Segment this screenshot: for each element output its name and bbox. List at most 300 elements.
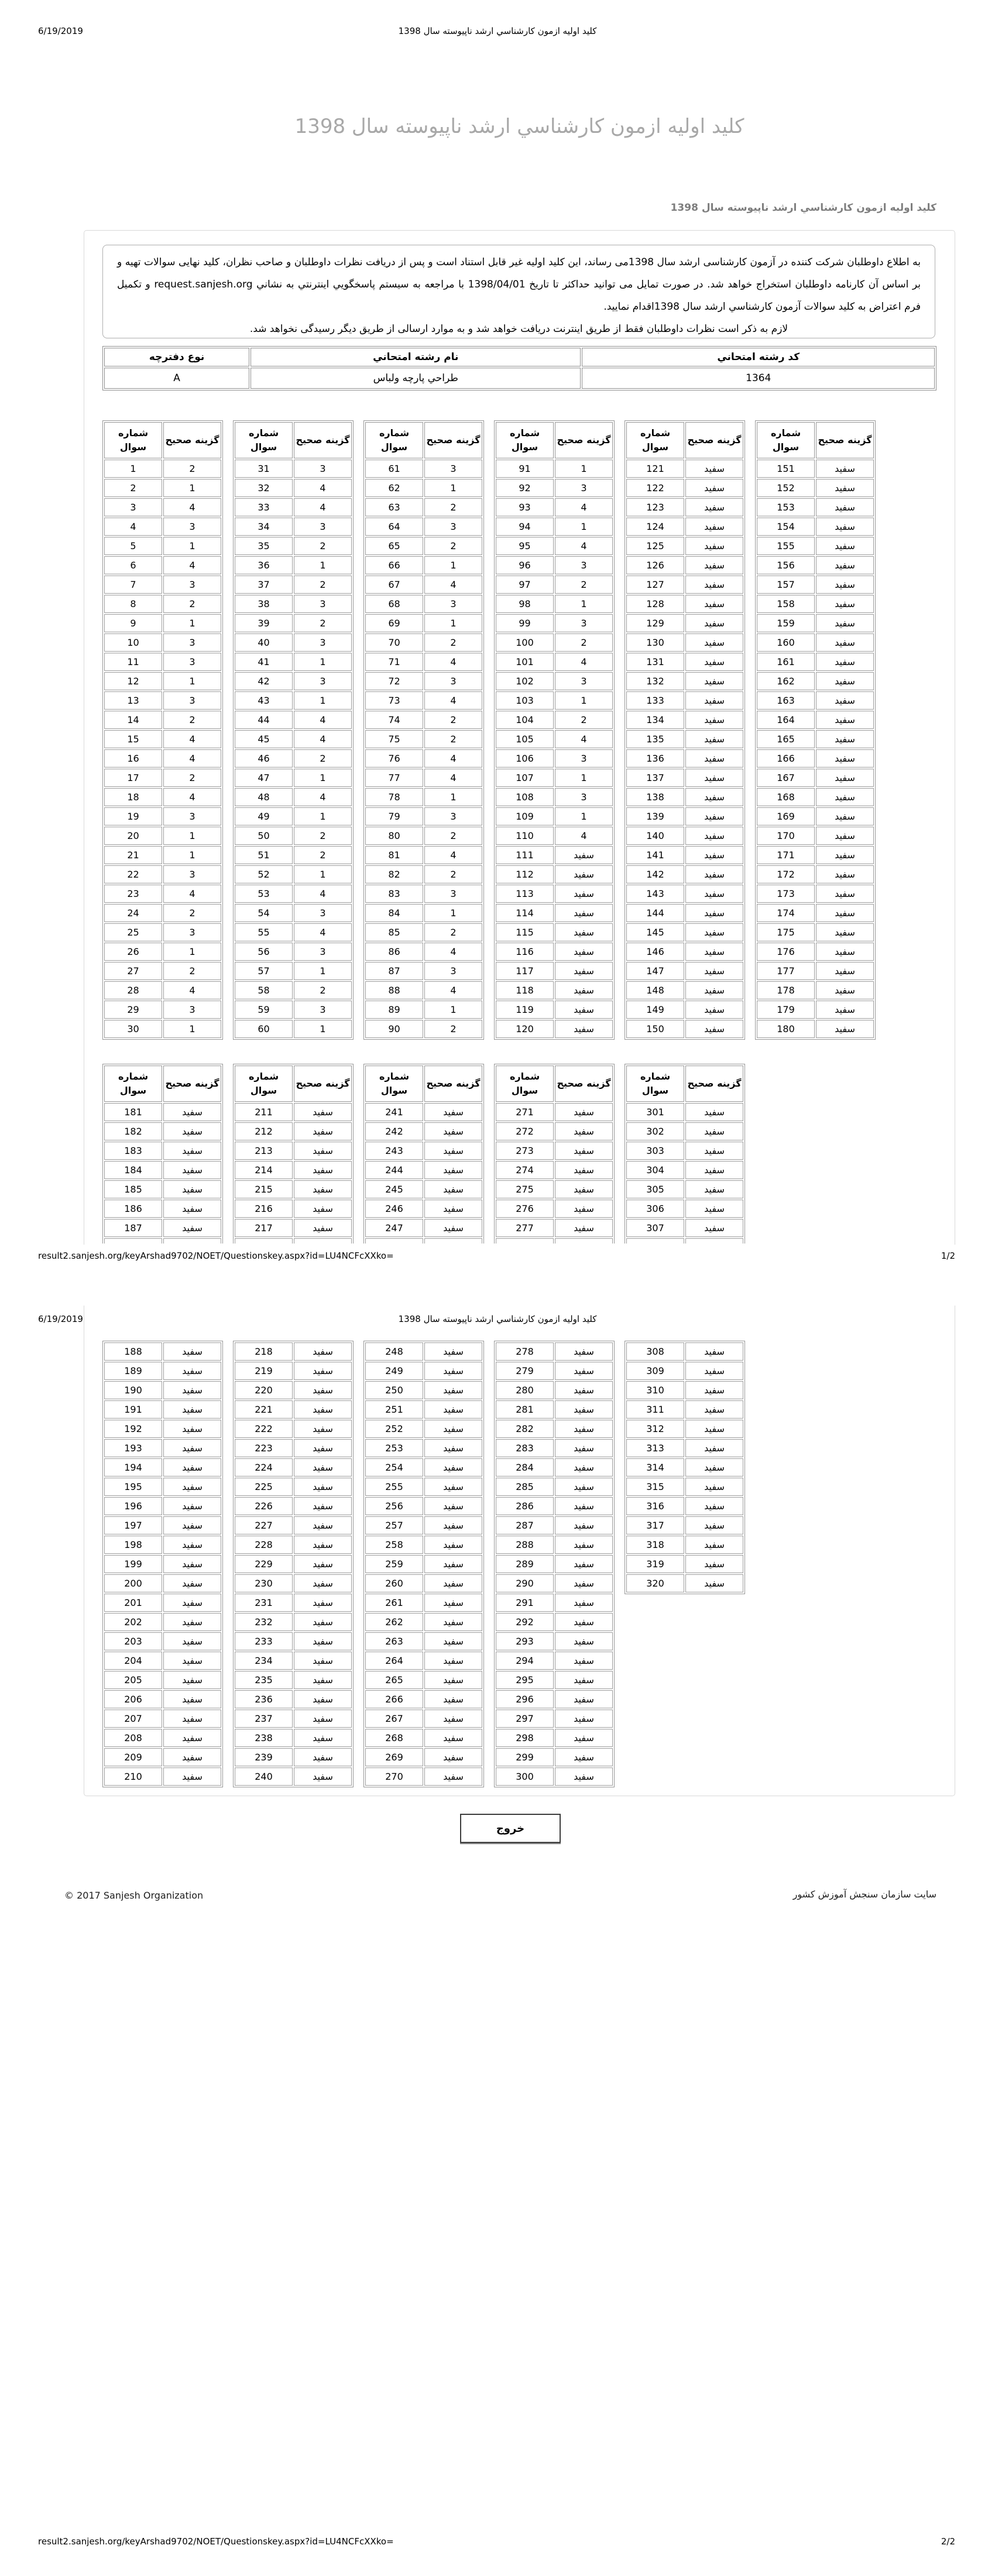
- question-number-cell: 132: [626, 672, 684, 690]
- answer-row: [496, 1729, 613, 1747]
- question-number-cell: 261: [365, 1594, 423, 1612]
- answer-key-grid: [363, 1064, 484, 1244]
- correct-option-cell: سفید: [294, 1439, 352, 1457]
- correct-option-cell: سفید: [424, 1767, 482, 1786]
- correct-option-cell: 1: [163, 614, 221, 632]
- answer-row: [235, 1594, 352, 1612]
- question-number-cell: 225: [235, 1478, 293, 1496]
- question-number-cell: 259: [365, 1555, 423, 1573]
- correct-option-cell: سفید: [816, 614, 874, 632]
- answer-row: [235, 1710, 352, 1728]
- question-number-cell: 227: [235, 1516, 293, 1534]
- correct-option-cell: سفید: [816, 498, 874, 516]
- correct-option-cell: 2: [294, 614, 352, 632]
- question-number-cell: 253: [365, 1439, 423, 1457]
- correct-option-cell: 4: [555, 498, 613, 516]
- correct-option-cell: 3: [294, 672, 352, 690]
- answer-row: [104, 1497, 221, 1515]
- answer-row: [104, 1594, 221, 1612]
- answer-row: [757, 981, 874, 999]
- question-number-cell: 164: [757, 711, 815, 729]
- correct-option-cell: سفید: [294, 1767, 352, 1786]
- question-number-cell: 38: [235, 595, 293, 613]
- question-number-header: شماره سوال: [104, 422, 162, 458]
- answer-row: [757, 518, 874, 536]
- correct-option-cell: 3: [555, 788, 613, 806]
- correct-option-cell: سفید: [555, 1200, 613, 1218]
- question-number-cell: 126: [626, 556, 684, 574]
- answer-key-grid: [363, 1341, 484, 1787]
- question-number-cell: 319: [626, 1555, 684, 1573]
- correct-option-cell: سفید: [294, 1652, 352, 1670]
- correct-option-cell: 4: [424, 769, 482, 787]
- question-number-cell: 314: [626, 1458, 684, 1477]
- correct-option-cell: سفید: [163, 1632, 221, 1650]
- question-number-cell: 87: [365, 962, 423, 980]
- correct-option-cell: 3: [555, 749, 613, 768]
- correct-option-header: گزینه صحیح: [294, 1066, 352, 1102]
- correct-option-cell: سفید: [685, 846, 743, 864]
- correct-option-cell: 1: [163, 537, 221, 555]
- question-number-cell: 166: [757, 749, 815, 768]
- answer-row: [365, 595, 482, 613]
- answer-table-151-180: [755, 420, 877, 1040]
- question-number-cell: 192: [104, 1420, 162, 1438]
- clipped-row-fragment: [235, 1238, 352, 1244]
- question-number-cell: 80: [365, 827, 423, 845]
- answer-row: [365, 1555, 482, 1573]
- answer-row: [365, 479, 482, 497]
- correct-option-cell: سفید: [555, 943, 613, 961]
- correct-option-cell: سفید: [424, 1161, 482, 1179]
- answer-row: [626, 1555, 743, 1573]
- answer-table-248-270: [363, 1341, 485, 1787]
- clipped-cell: [685, 1238, 743, 1244]
- correct-option-cell: 1: [163, 479, 221, 497]
- answer-row: [365, 943, 482, 961]
- correct-option-cell: سفید: [424, 1536, 482, 1554]
- answer-row: [626, 904, 743, 922]
- correct-option-cell: سفید: [816, 885, 874, 903]
- question-number-header: شماره سوال: [496, 422, 554, 458]
- answer-row: [104, 1122, 221, 1140]
- correct-option-cell: سفید: [685, 788, 743, 806]
- answer-row: [365, 730, 482, 748]
- correct-option-cell: 2: [294, 981, 352, 999]
- answer-table-308-320: [625, 1341, 746, 1594]
- correct-option-cell: 3: [163, 923, 221, 941]
- answer-row: [235, 1652, 352, 1670]
- answer-row: [365, 691, 482, 710]
- answer-row: [757, 846, 874, 864]
- correct-option-cell: سفید: [555, 1458, 613, 1477]
- answer-row: [496, 1142, 613, 1160]
- question-number-cell: 144: [626, 904, 684, 922]
- answer-row: [626, 1219, 743, 1237]
- question-number-cell: 178: [757, 981, 815, 999]
- correct-option-cell: 2: [424, 537, 482, 555]
- answer-row: [104, 633, 221, 652]
- question-number-header: شماره سوال: [104, 1066, 162, 1102]
- answer-key-grid: [625, 1341, 745, 1594]
- question-number-cell: 31: [235, 460, 293, 478]
- question-number-cell: 71: [365, 653, 423, 671]
- answer-row: [626, 1020, 743, 1038]
- question-number-cell: 268: [365, 1729, 423, 1747]
- question-number-cell: 264: [365, 1652, 423, 1670]
- answer-row: [496, 1690, 613, 1708]
- answer-row: [496, 1613, 613, 1631]
- question-number-cell: 40: [235, 633, 293, 652]
- question-number-cell: 290: [496, 1574, 554, 1592]
- answer-row: [496, 633, 613, 652]
- correct-option-cell: 2: [424, 633, 482, 652]
- question-number-cell: 159: [757, 614, 815, 632]
- question-number-cell: 54: [235, 904, 293, 922]
- answer-row: [626, 749, 743, 768]
- question-number-cell: 191: [104, 1400, 162, 1419]
- answer-row: [757, 749, 874, 768]
- question-number-cell: 298: [496, 1729, 554, 1747]
- correct-option-cell: سفید: [555, 1219, 613, 1237]
- question-number-cell: 202: [104, 1613, 162, 1631]
- answer-row: [365, 1767, 482, 1786]
- correct-option-cell: سفید: [424, 1200, 482, 1218]
- answer-row: [235, 1767, 352, 1786]
- answer-row: [626, 498, 743, 516]
- correct-option-cell: 2: [294, 537, 352, 555]
- exam-code-header: کد رشته امتحاني: [582, 348, 935, 366]
- sanjesh-site-link[interactable]: سایت سازمان سنجش آموزش کشور: [792, 1889, 936, 1900]
- question-number-cell: 13: [104, 691, 162, 710]
- answer-row: [235, 943, 352, 961]
- question-number-cell: 138: [626, 788, 684, 806]
- answer-key-grid: [233, 1341, 354, 1787]
- question-number-cell: 230: [235, 1574, 293, 1592]
- answer-table-278-300: [494, 1341, 616, 1787]
- answer-row: [757, 479, 874, 497]
- correct-option-cell: سفید: [685, 1180, 743, 1198]
- answer-row: [365, 981, 482, 999]
- correct-option-cell: سفید: [555, 1142, 613, 1160]
- question-number-cell: 211: [235, 1103, 293, 1121]
- correct-option-cell: سفید: [163, 1400, 221, 1419]
- answer-row: [104, 1161, 221, 1179]
- question-number-cell: 9: [104, 614, 162, 632]
- correct-option-cell: سفید: [163, 1103, 221, 1121]
- answer-row: [496, 962, 613, 980]
- answer-row: [235, 865, 352, 883]
- correct-option-cell: سفید: [294, 1729, 352, 1747]
- question-number-cell: 79: [365, 807, 423, 825]
- correct-option-cell: سفید: [294, 1103, 352, 1121]
- correct-option-cell: سفید: [555, 1710, 613, 1728]
- question-number-cell: 139: [626, 807, 684, 825]
- correct-option-cell: سفید: [294, 1362, 352, 1380]
- question-number-cell: 214: [235, 1161, 293, 1179]
- question-number-cell: 109: [496, 807, 554, 825]
- question-number-cell: 50: [235, 827, 293, 845]
- answer-row: [496, 1748, 613, 1766]
- question-number-cell: 145: [626, 923, 684, 941]
- answer-row: [626, 576, 743, 594]
- correct-option-cell: سفید: [685, 807, 743, 825]
- question-number-cell: 113: [496, 885, 554, 903]
- answer-row: [365, 1574, 482, 1592]
- exit-button[interactable]: خروج: [460, 1814, 561, 1843]
- answer-row: [104, 827, 221, 845]
- answer-table-31-60: [233, 420, 355, 1040]
- correct-option-cell: سفید: [685, 556, 743, 574]
- answer-row: [496, 807, 613, 825]
- answer-key-grid: [233, 420, 354, 1040]
- answer-row: [235, 1671, 352, 1689]
- question-number-cell: 51: [235, 846, 293, 864]
- answer-row: [365, 460, 482, 478]
- correct-option-cell: سفید: [685, 730, 743, 748]
- question-number-cell: 7: [104, 576, 162, 594]
- correct-option-cell: سفید: [555, 1478, 613, 1496]
- section-title: کلید اولیه ازمون کارشناسي ارشد ناپیوسته سال 1398: [670, 202, 936, 214]
- question-number-cell: 237: [235, 1710, 293, 1728]
- correct-option-cell: 3: [294, 460, 352, 478]
- answer-row: [626, 923, 743, 941]
- correct-option-cell: سفید: [685, 1142, 743, 1160]
- answer-row: [104, 943, 221, 961]
- answer-row: [365, 556, 482, 574]
- answer-row: [104, 1342, 221, 1361]
- correct-option-cell: 1: [424, 904, 482, 922]
- question-number-cell: 208: [104, 1729, 162, 1747]
- question-number-cell: 135: [626, 730, 684, 748]
- question-number-cell: 173: [757, 885, 815, 903]
- correct-option-cell: سفید: [424, 1710, 482, 1728]
- answer-row: [496, 943, 613, 961]
- correct-option-cell: سفید: [685, 1362, 743, 1380]
- correct-option-cell: سفید: [685, 749, 743, 768]
- correct-option-cell: 3: [294, 518, 352, 536]
- answer-row: [626, 1458, 743, 1477]
- answer-row: [365, 1516, 482, 1534]
- answer-row: [235, 1142, 352, 1160]
- question-number-cell: 299: [496, 1748, 554, 1766]
- question-number-cell: 106: [496, 749, 554, 768]
- correct-option-cell: سفید: [424, 1478, 482, 1496]
- correct-option-cell: سفید: [685, 1103, 743, 1121]
- question-number-cell: 302: [626, 1122, 684, 1140]
- answer-row: [496, 460, 613, 478]
- correct-option-cell: 4: [555, 537, 613, 555]
- answer-row: [104, 576, 221, 594]
- question-number-cell: 280: [496, 1381, 554, 1399]
- question-number-cell: 305: [626, 1180, 684, 1198]
- answer-table-91-120: [494, 420, 616, 1040]
- correct-option-cell: سفید: [294, 1632, 352, 1650]
- question-number-cell: 307: [626, 1219, 684, 1237]
- question-number-cell: 189: [104, 1362, 162, 1380]
- correct-option-cell: سفید: [424, 1497, 482, 1515]
- question-number-cell: 269: [365, 1748, 423, 1766]
- question-number-cell: 74: [365, 711, 423, 729]
- correct-option-cell: سفید: [555, 1613, 613, 1631]
- correct-option-cell: سفید: [555, 1690, 613, 1708]
- answer-row: [496, 1001, 613, 1019]
- answer-row: [104, 1536, 221, 1554]
- answer-row: [104, 1142, 221, 1160]
- correct-option-cell: سفید: [424, 1362, 482, 1380]
- correct-option-cell: 4: [163, 788, 221, 806]
- answer-row: [757, 595, 874, 613]
- answer-row: [365, 711, 482, 729]
- question-number-cell: 241: [365, 1103, 423, 1121]
- correct-option-cell: 2: [424, 711, 482, 729]
- correct-option-cell: 3: [424, 962, 482, 980]
- correct-option-cell: سفید: [555, 1516, 613, 1534]
- answer-row: [235, 479, 352, 497]
- answer-row: [104, 1381, 221, 1399]
- question-number-cell: 247: [365, 1219, 423, 1237]
- question-number-cell: 289: [496, 1555, 554, 1573]
- question-number-cell: 270: [365, 1767, 423, 1786]
- question-number-cell: 291: [496, 1594, 554, 1612]
- correct-option-cell: 1: [294, 807, 352, 825]
- answer-key-grid: [755, 420, 876, 1040]
- answer-row: [235, 556, 352, 574]
- correct-option-cell: 4: [163, 981, 221, 999]
- answer-row: [496, 885, 613, 903]
- question-number-cell: 158: [757, 595, 815, 613]
- answer-row: [235, 730, 352, 748]
- question-number-cell: 65: [365, 537, 423, 555]
- question-number-cell: 180: [757, 1020, 815, 1038]
- correct-option-cell: 1: [424, 479, 482, 497]
- question-number-cell: 23: [104, 885, 162, 903]
- question-number-cell: 98: [496, 595, 554, 613]
- correct-option-cell: سفید: [816, 846, 874, 864]
- correct-option-cell: 3: [555, 614, 613, 632]
- question-number-cell: 296: [496, 1690, 554, 1708]
- correct-option-cell: سفید: [685, 981, 743, 999]
- answer-row: [365, 1420, 482, 1438]
- answer-row: [104, 1439, 221, 1457]
- correct-option-header: گزینه صحیح: [163, 422, 221, 458]
- answer-row: [365, 1400, 482, 1419]
- correct-option-cell: 2: [163, 595, 221, 613]
- question-number-cell: 70: [365, 633, 423, 652]
- question-number-cell: 20: [104, 827, 162, 845]
- answer-row: [626, 1122, 743, 1140]
- answer-row: [235, 1536, 352, 1554]
- answer-row: [235, 1574, 352, 1592]
- question-number-cell: 136: [626, 749, 684, 768]
- question-number-cell: 155: [757, 537, 815, 555]
- answer-row: [365, 749, 482, 768]
- answer-row: [626, 1381, 743, 1399]
- answer-row: [365, 653, 482, 671]
- question-number-cell: 308: [626, 1342, 684, 1361]
- answer-row: [365, 1200, 482, 1218]
- question-number-cell: 316: [626, 1497, 684, 1515]
- question-number-cell: 119: [496, 1001, 554, 1019]
- correct-option-header: گزینه صحیح: [424, 1066, 482, 1102]
- question-number-cell: 275: [496, 1180, 554, 1198]
- answer-table-121-150: [625, 420, 746, 1040]
- correct-option-cell: سفید: [816, 1001, 874, 1019]
- answer-row: [626, 1536, 743, 1554]
- answer-row: [496, 1536, 613, 1554]
- answer-row: [104, 1710, 221, 1728]
- correct-option-cell: سفید: [424, 1671, 482, 1689]
- question-number-cell: 116: [496, 943, 554, 961]
- answer-row: [626, 1439, 743, 1457]
- clipped-cell: [235, 1238, 293, 1244]
- correct-option-cell: سفید: [816, 711, 874, 729]
- answer-row: [496, 1219, 613, 1237]
- question-number-cell: 118: [496, 981, 554, 999]
- answer-row: [235, 1342, 352, 1361]
- correct-option-cell: سفید: [294, 1180, 352, 1198]
- question-number-cell: 197: [104, 1516, 162, 1534]
- answer-row: [496, 904, 613, 922]
- question-number-cell: 129: [626, 614, 684, 632]
- correct-option-cell: 3: [163, 576, 221, 594]
- question-number-cell: 110: [496, 827, 554, 845]
- correct-option-cell: سفید: [555, 1497, 613, 1515]
- correct-option-cell: 1: [294, 653, 352, 671]
- correct-option-cell: 4: [424, 691, 482, 710]
- correct-option-cell: 3: [294, 595, 352, 613]
- question-number-cell: 146: [626, 943, 684, 961]
- answer-row: [235, 672, 352, 690]
- question-number-cell: 94: [496, 518, 554, 536]
- clipped-row-fragment: [104, 1238, 221, 1244]
- question-number-cell: 3: [104, 498, 162, 516]
- correct-option-cell: 1: [163, 846, 221, 864]
- question-number-cell: 254: [365, 1458, 423, 1477]
- question-number-cell: 219: [235, 1362, 293, 1380]
- answer-row: [365, 846, 482, 864]
- answer-key-grid: [494, 420, 615, 1040]
- question-number-cell: 46: [235, 749, 293, 768]
- correct-option-cell: سفید: [555, 923, 613, 941]
- correct-option-header: گزینه صحیح: [555, 1066, 613, 1102]
- question-number-cell: 306: [626, 1200, 684, 1218]
- answer-row: [104, 749, 221, 768]
- answer-row: [104, 614, 221, 632]
- correct-option-cell: سفید: [555, 1420, 613, 1438]
- answer-row: [104, 672, 221, 690]
- correct-option-cell: 3: [163, 807, 221, 825]
- correct-option-cell: سفید: [816, 479, 874, 497]
- question-number-cell: 150: [626, 1020, 684, 1038]
- answer-row: [496, 1180, 613, 1198]
- question-number-cell: 313: [626, 1439, 684, 1457]
- answer-row: [235, 923, 352, 941]
- answer-row: [365, 1497, 482, 1515]
- correct-option-cell: سفید: [163, 1122, 221, 1140]
- answer-row: [365, 1729, 482, 1747]
- question-number-header: شماره سوال: [757, 422, 815, 458]
- answer-key-grid: [233, 1064, 354, 1244]
- answer-row: [496, 1122, 613, 1140]
- answer-row: [365, 1103, 482, 1121]
- question-number-cell: 320: [626, 1574, 684, 1592]
- exam-info-value-row: [104, 368, 935, 389]
- question-number-cell: 68: [365, 595, 423, 613]
- answer-row: [235, 595, 352, 613]
- answer-row: [496, 1420, 613, 1438]
- correct-option-cell: 4: [555, 653, 613, 671]
